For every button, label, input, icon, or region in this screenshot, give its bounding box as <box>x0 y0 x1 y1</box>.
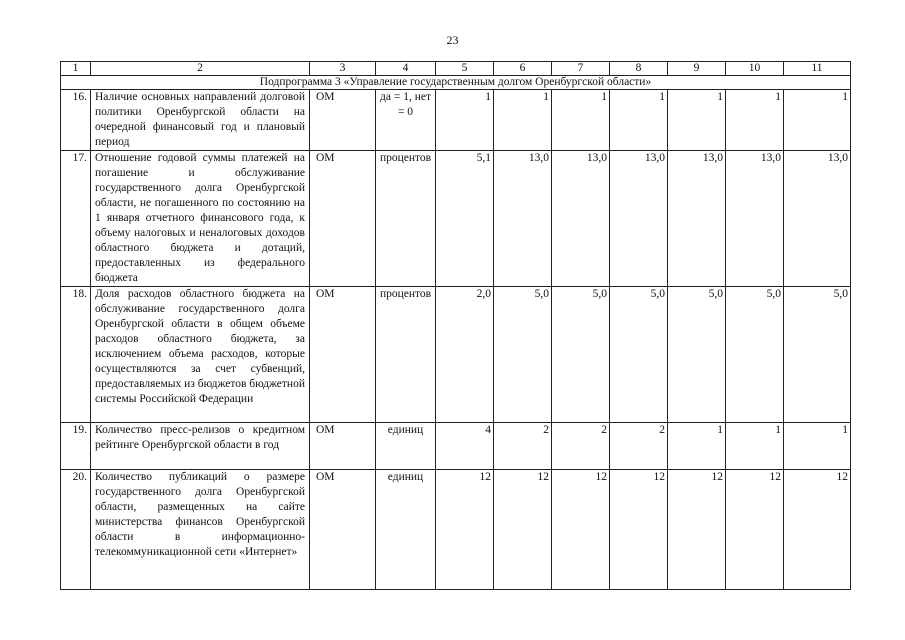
value-cell: 2 <box>552 423 610 470</box>
value-cell: 13,0 <box>494 151 552 287</box>
value-cell: 1 <box>784 90 851 151</box>
row-number: 17. <box>61 151 91 287</box>
value-cell: 2 <box>494 423 552 470</box>
unit-of-measure: процентов <box>376 151 436 287</box>
unit-of-measure: процентов <box>376 287 436 423</box>
value-cell: 12 <box>494 470 552 590</box>
value-cell: 12 <box>436 470 494 590</box>
page-number: 23 <box>446 33 459 47</box>
row-number: 16. <box>61 90 91 151</box>
row-number: 20. <box>61 470 91 590</box>
table-row <box>61 151 851 287</box>
value-cell: 1 <box>726 423 784 470</box>
indicator-name: Количество публикаций о размере государственного долга Оренбургской области, размещенных на сайте министерства финансов Оренбургской области в информационно-телекоммуникационной сети «Интернет» <box>91 470 310 590</box>
unit-of-measure: единиц <box>376 423 436 470</box>
value-cell: 5,1 <box>436 151 494 287</box>
row-number: 19. <box>61 423 91 470</box>
column-number: 3 <box>310 62 376 76</box>
subprogram-title: Подпрограмма 3 «Управление государственным долгом Оренбургской области» <box>61 76 851 90</box>
value-cell: 1 <box>668 423 726 470</box>
column-number: 11 <box>784 62 851 76</box>
value-cell: 5,0 <box>726 287 784 423</box>
indicator-name: Доля расходов областного бюджета на обслуживание государственного долга Оренбургской области в общем объеме расходов областного бюджета, за исключением объема расходов, которые осуществляются за счет субвенций, предоставляемых из бюджетов бюджетной системы Российской Федерации <box>91 287 310 423</box>
value-cell: 1 <box>436 90 494 151</box>
indicator-name: Количество пресс-релизов о кредитном рейтинге Оренбургской области в год <box>91 423 310 470</box>
value-cell: 12 <box>610 470 668 590</box>
value-cell: 2,0 <box>436 287 494 423</box>
value-cell: 13,0 <box>726 151 784 287</box>
value-cell: 1 <box>494 90 552 151</box>
indicator-name: Отношение годовой суммы платежей на погашение и обслуживание государственного долга Оренбургской области, не погашенного по состоянию на 1 января отчетного финансового года, к объему налоговых и неналоговых доходов областного бюджета и дотаций, предоставленных из федерального бюджета <box>91 151 310 287</box>
value-cell: 4 <box>436 423 494 470</box>
value-cell: 12 <box>726 470 784 590</box>
column-number: 10 <box>726 62 784 76</box>
value-cell: 5,0 <box>552 287 610 423</box>
value-cell: 5,0 <box>784 287 851 423</box>
column-number: 4 <box>376 62 436 76</box>
table-row <box>61 470 851 590</box>
table-row <box>61 90 851 151</box>
row-number: 18. <box>61 287 91 423</box>
indicator-name: Наличие основных направлений долговой политики Оренбургской области на очередной финансовый год и плановый период <box>91 90 310 151</box>
value-cell: 13,0 <box>552 151 610 287</box>
unit-of-measure: да = 1, нет = 0 <box>376 90 436 151</box>
indicators-table <box>60 61 851 590</box>
value-cell: 5,0 <box>668 287 726 423</box>
value-cell: 12 <box>552 470 610 590</box>
indicator-type: ОМ <box>310 287 376 423</box>
value-cell: 13,0 <box>668 151 726 287</box>
indicator-type: ОМ <box>310 423 376 470</box>
value-cell: 1 <box>668 90 726 151</box>
column-number: 1 <box>61 62 91 76</box>
value-cell: 2 <box>610 423 668 470</box>
value-cell: 12 <box>784 470 851 590</box>
value-cell: 13,0 <box>610 151 668 287</box>
column-number: 8 <box>610 62 668 76</box>
indicator-type: ОМ <box>310 90 376 151</box>
column-number: 5 <box>436 62 494 76</box>
subprogram-title-row <box>61 76 851 90</box>
table-row <box>61 423 851 470</box>
value-cell: 12 <box>668 470 726 590</box>
column-number: 9 <box>668 62 726 76</box>
indicator-type: ОМ <box>310 470 376 590</box>
value-cell: 5,0 <box>494 287 552 423</box>
unit-of-measure: единиц <box>376 470 436 590</box>
value-cell: 1 <box>610 90 668 151</box>
column-number: 2 <box>91 62 310 76</box>
column-number: 6 <box>494 62 552 76</box>
value-cell: 13,0 <box>784 151 851 287</box>
column-number: 7 <box>552 62 610 76</box>
indicator-type: ОМ <box>310 151 376 287</box>
column-numbers-row <box>61 62 851 76</box>
value-cell: 1 <box>552 90 610 151</box>
table-row <box>61 287 851 423</box>
value-cell: 1 <box>726 90 784 151</box>
value-cell: 1 <box>784 423 851 470</box>
value-cell: 5,0 <box>610 287 668 423</box>
